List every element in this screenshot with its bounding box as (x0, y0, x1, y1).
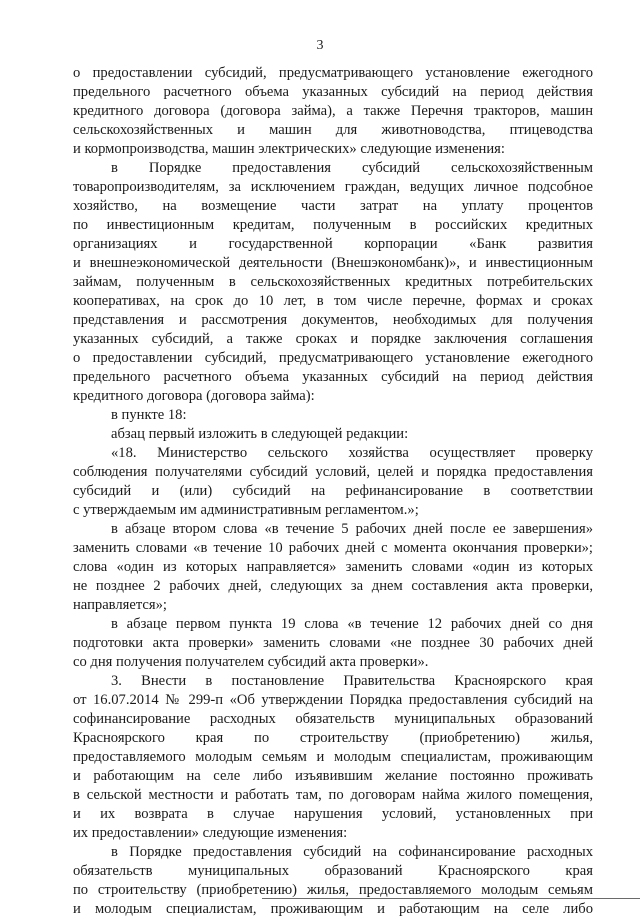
text-line: в пункте 18: (111, 407, 187, 423)
text-line: в абзаце втором слова «в течение 5 рабочих дней после ее завершения» (111, 521, 593, 537)
text-line: о предоставлении субсидий, предусматривающего установление ежегодного (73, 65, 593, 81)
text-line: 3. Внести в постановление Правительства Красноярского края (111, 673, 593, 689)
text-line: Красноярского края по строительству (приобретению) жилья, (73, 730, 593, 746)
text-line: в Порядке предоставления субсидий на софинансирование расходных (111, 844, 593, 860)
text-line: указанных субсидий, а также сроках и порядке заключения соглашения (73, 331, 593, 347)
text-line: предоставляемого молодым семьям и молодым специалистам, проживающим (73, 749, 593, 765)
text-line: кредитного договора (договора займа): (73, 388, 315, 404)
text-line: в абзаце первом пункта 19 слова «в течение 12 рабочих дней со дня (111, 616, 593, 632)
text-line: заменить словами «в течение 10 рабочих дней с момента окончания проверки»; (73, 540, 593, 556)
text-line: направляется»; (73, 597, 167, 613)
text-line: сельскохозяйственных и машин для животноводства, птицеводства (73, 122, 593, 138)
text-line: кредитного договора (договора займа), а также Перечня тракторов, машин (73, 103, 593, 119)
text-line: в Порядке предоставления субсидий сельскохозяйственным (111, 160, 593, 176)
text-line: товаропроизводителям, за исключением граждан, ведущих личное подсобное (73, 179, 593, 195)
text-line: о предоставлении субсидий, предусматривающего установление ежегодного (73, 350, 593, 366)
text-line: и их возврата в случае нарушения условий, установленных при (73, 806, 593, 822)
text-line: и внешнеэкономической деятельности (Внешэкономбанк)», и инвестиционным (73, 255, 593, 271)
text-line: по инвестиционным кредитам, полученным в российских кредитных (73, 217, 593, 233)
text-line: соблюдения получателями субсидий условий, целей и порядка предоставления (73, 464, 593, 480)
page-number: 3 (316, 38, 324, 53)
text-line: кооперативах, на срок до 10 лет, в том числе перечне, формах и сроках (73, 293, 593, 309)
text-line: по строительству (приобретению) жилья, предоставляемого молодым семьям (73, 882, 593, 898)
text-line: организациях и государственной корпорации «Банк развития (73, 236, 593, 252)
text-line: «18. Министерство сельского хозяйства осуществляет проверку (111, 445, 593, 461)
text-line: хозяйство, на возмещение части затрат на уплату процентов (73, 198, 593, 214)
text-line: с утверждаемым им административным регламентом.»; (73, 502, 419, 518)
text-line: представления и рассмотрения документов, необходимых для получения (73, 312, 593, 328)
text-line: и работающим на селе либо изъявившим желание постоянно проживать (73, 768, 593, 784)
text-line: обязательств муниципальных образований Красноярского края (73, 863, 593, 879)
text-line: со дня получения получателем субсидий акта проверки». (73, 654, 429, 670)
text-line: предельного расчетного объема указанных субсидий на период действия (73, 84, 593, 100)
text-line: подготовки акта проверки» заменить словами «не позднее 30 рабочих дней (73, 635, 593, 651)
text-line: и кормопроизводства, машин электрических» следующие изменения: (73, 141, 505, 157)
text-line: предельного расчетного объема указанных субсидий на период действия (73, 369, 593, 385)
text-line: от 16.07.2014 № 299-п «Об утверждении Порядка предоставления субсидий на (73, 692, 593, 708)
text-line: софинансирование расходных обязательств муниципальных образований (73, 711, 593, 727)
text-line: абзац первый изложить в следующей редакции: (111, 426, 409, 442)
text-line: не позднее 2 рабочих дней, следующих за днем составления акта проверки, (73, 578, 593, 594)
text-line: займам, полученным в сельскохозяйственных кредитных потребительских (73, 274, 593, 290)
scan-edge-line (262, 898, 640, 899)
text-line: слова «один из которых направляется» заменить словами «один из которых (73, 559, 593, 575)
text-line: субсидий и (или) субсидий на рефинансирование в соответствии (73, 483, 593, 499)
text-line: в сельской местности и работать там, по договорам найма жилого помещения, (73, 787, 593, 803)
text-line: и молодым специалистам, проживающим и работающим на селе либо (73, 901, 593, 917)
text-line: их предоставлении» следующие изменения: (73, 825, 348, 841)
